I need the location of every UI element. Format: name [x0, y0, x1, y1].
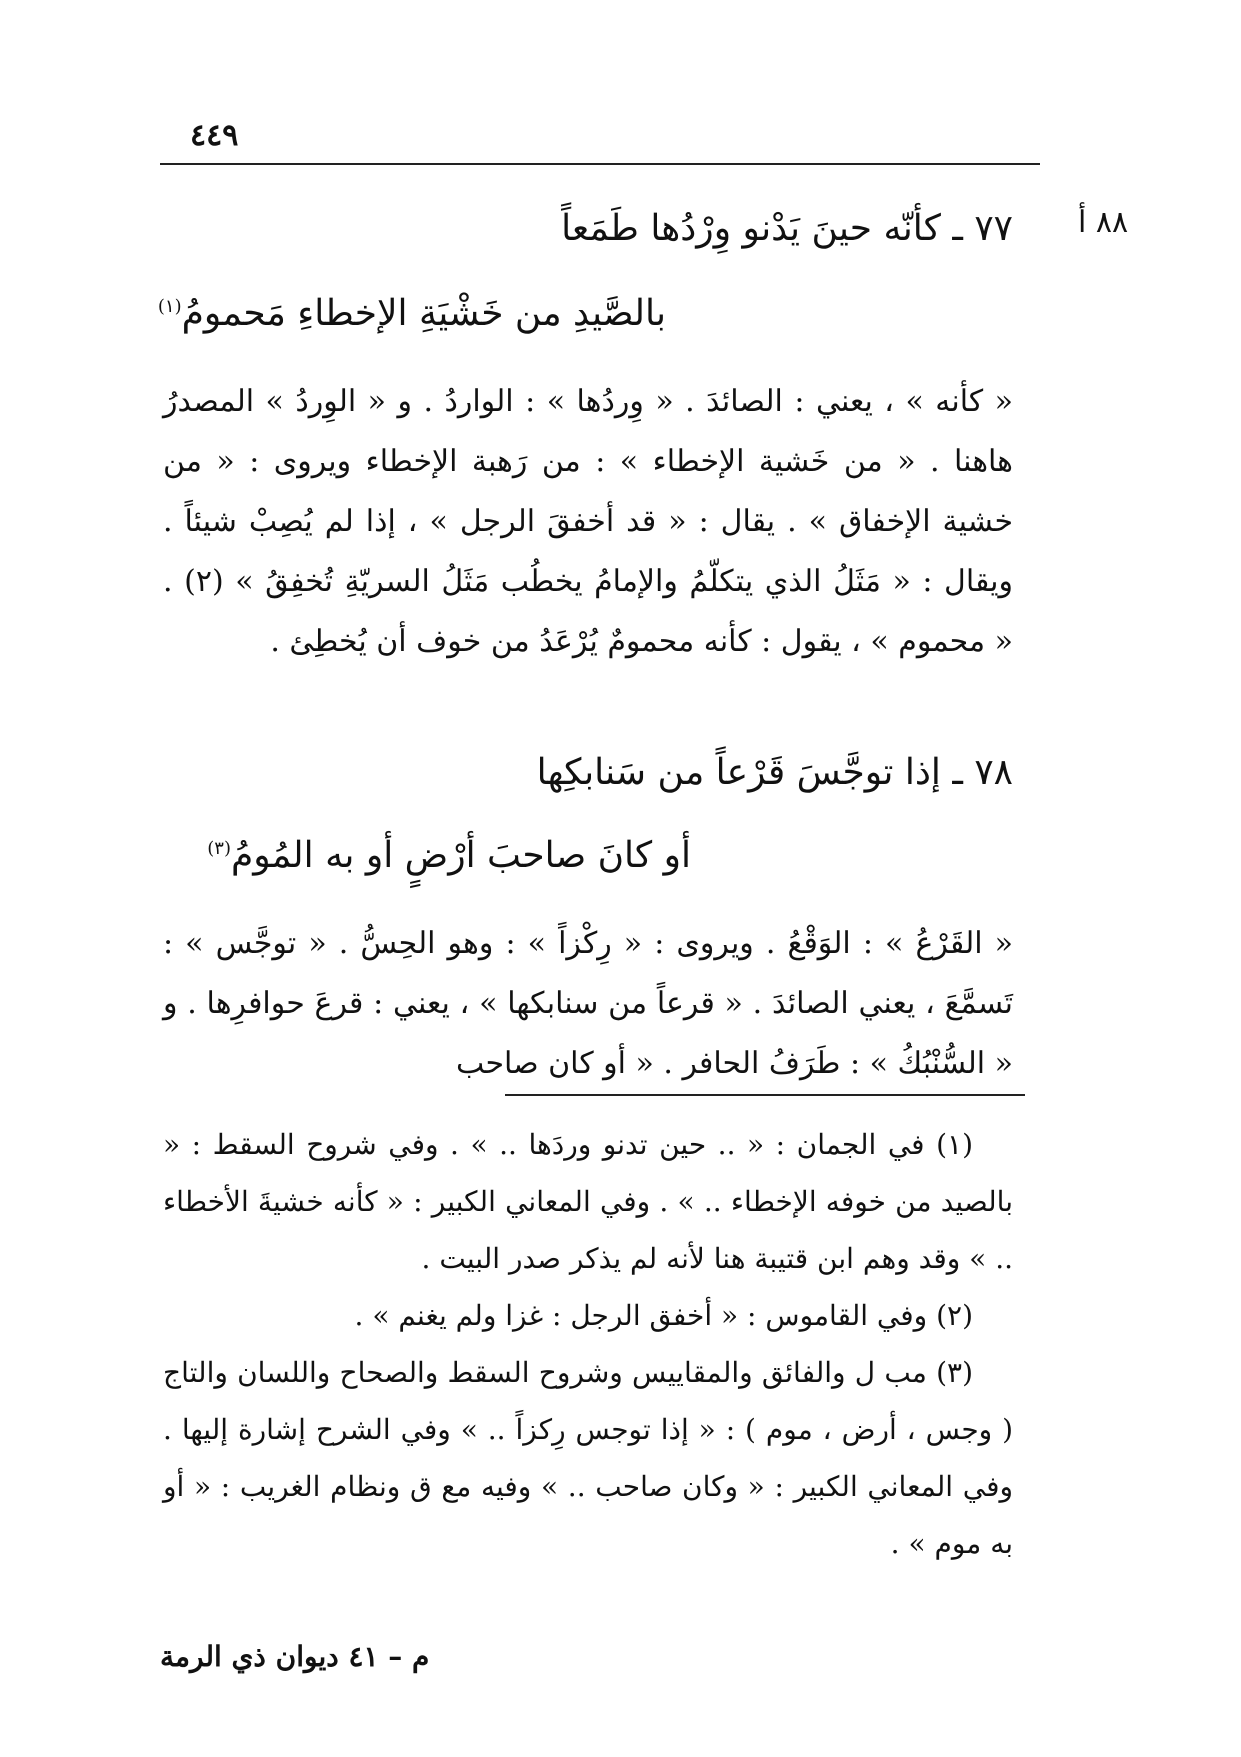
verse-77-line2-text: بالصَّيدِ من خَشْيَةِ الإخطاءِ مَحمومُ — [181, 293, 666, 334]
footnote-marker-3: (٣) — [207, 838, 231, 859]
commentary-77: « كأنه » ، يعني : الصائدَ . « وِردُها » : الواردُ . و « الوِردُ » المصدرُ هاهنا . « من خَشية الإخطاء » : من رَهبة الإخطاء ويروى : « من خشية الإخفاق » . يقال : « قد أخفقَ الرجل » ، إذا لم يُصِبْ شيئاً . ويقال : « مَثَلُ الذي يتكلّمُ والإمامُ يخطُب مَثَلُ السريّةِ تُخفِقُ » (٢) . « محموم » ، يقول : كأنه محمومٌ يُرْعَدُ من خوف أن يُخطِئ . — [163, 384, 1014, 659]
commentary-78: « القَرْعُ » : الوَقْعُ . ويروى : « رِكْزاً » : وهو الحِسُّ . « توجَّس » : تَسمَّعَ ، يعني الصائدَ . « قرعاً من سنابكها » ، يعني : قرعَ حوافرِها . و « السُّنْبُكُ » : طَرَفُ الحافر . « أو كان صاحب — [163, 926, 1013, 1081]
verse-78-first-hemistich: ٧٨ ـ إذا توجَّسَ قَرْعاً من سَنابكِها — [536, 752, 1013, 793]
footnote-3: (٣) مب ل والفائق والمقاييس وشروح السقط والصحاح واللسان والتاج ( وجس ، أرض ، موم ) : « إذا توجس رِكزاً .. » وفي الشرح إشارة إليها . وفي المعاني الكبير : « وكان صاحب .. » وفيه مع ق ونظام الغريب : « أو به موم » . — [163, 1356, 1013, 1560]
verse-78-second-hemistich — [207, 835, 691, 876]
verse-77-first-hemistich: ٧٧ ـ كأنّه حينَ يَدْنو وِرْدُها طَمَعاً — [561, 208, 1013, 249]
margin-reference: ٨٨ أ — [1078, 205, 1129, 240]
footnote-marker-1: (١) — [157, 296, 182, 317]
footnote-rule — [505, 1094, 1025, 1096]
verse-77-second-hemistich — [158, 293, 666, 334]
footnote-1: (١) في الجمان : « .. حين تدنو وردَها .. » . وفي شروح السقط : « بالصيد من خوفه الإخطاء .. » . وفي المعاني الكبير : « كأنه خشيةَ الأخطاء .. » وقد وهم ابن قتيبة هنا لأنه لم يذكر صدر البيت . — [163, 1128, 1013, 1275]
footnote-2: (٢) وفي القاموس : « أخفق الرجل : غزا ولم يغنم » . — [354, 1299, 973, 1332]
footnotes — [163, 1116, 1013, 1572]
page-number: ٤٤٩ — [190, 118, 239, 153]
header-rule — [160, 163, 1040, 165]
printer-signature: م – ٤١ ديوان ذي الرمة — [160, 1640, 430, 1673]
verse-78-line2-text: أو كانَ صاحبَ أرْضٍ أو به المُومُ — [230, 835, 691, 876]
